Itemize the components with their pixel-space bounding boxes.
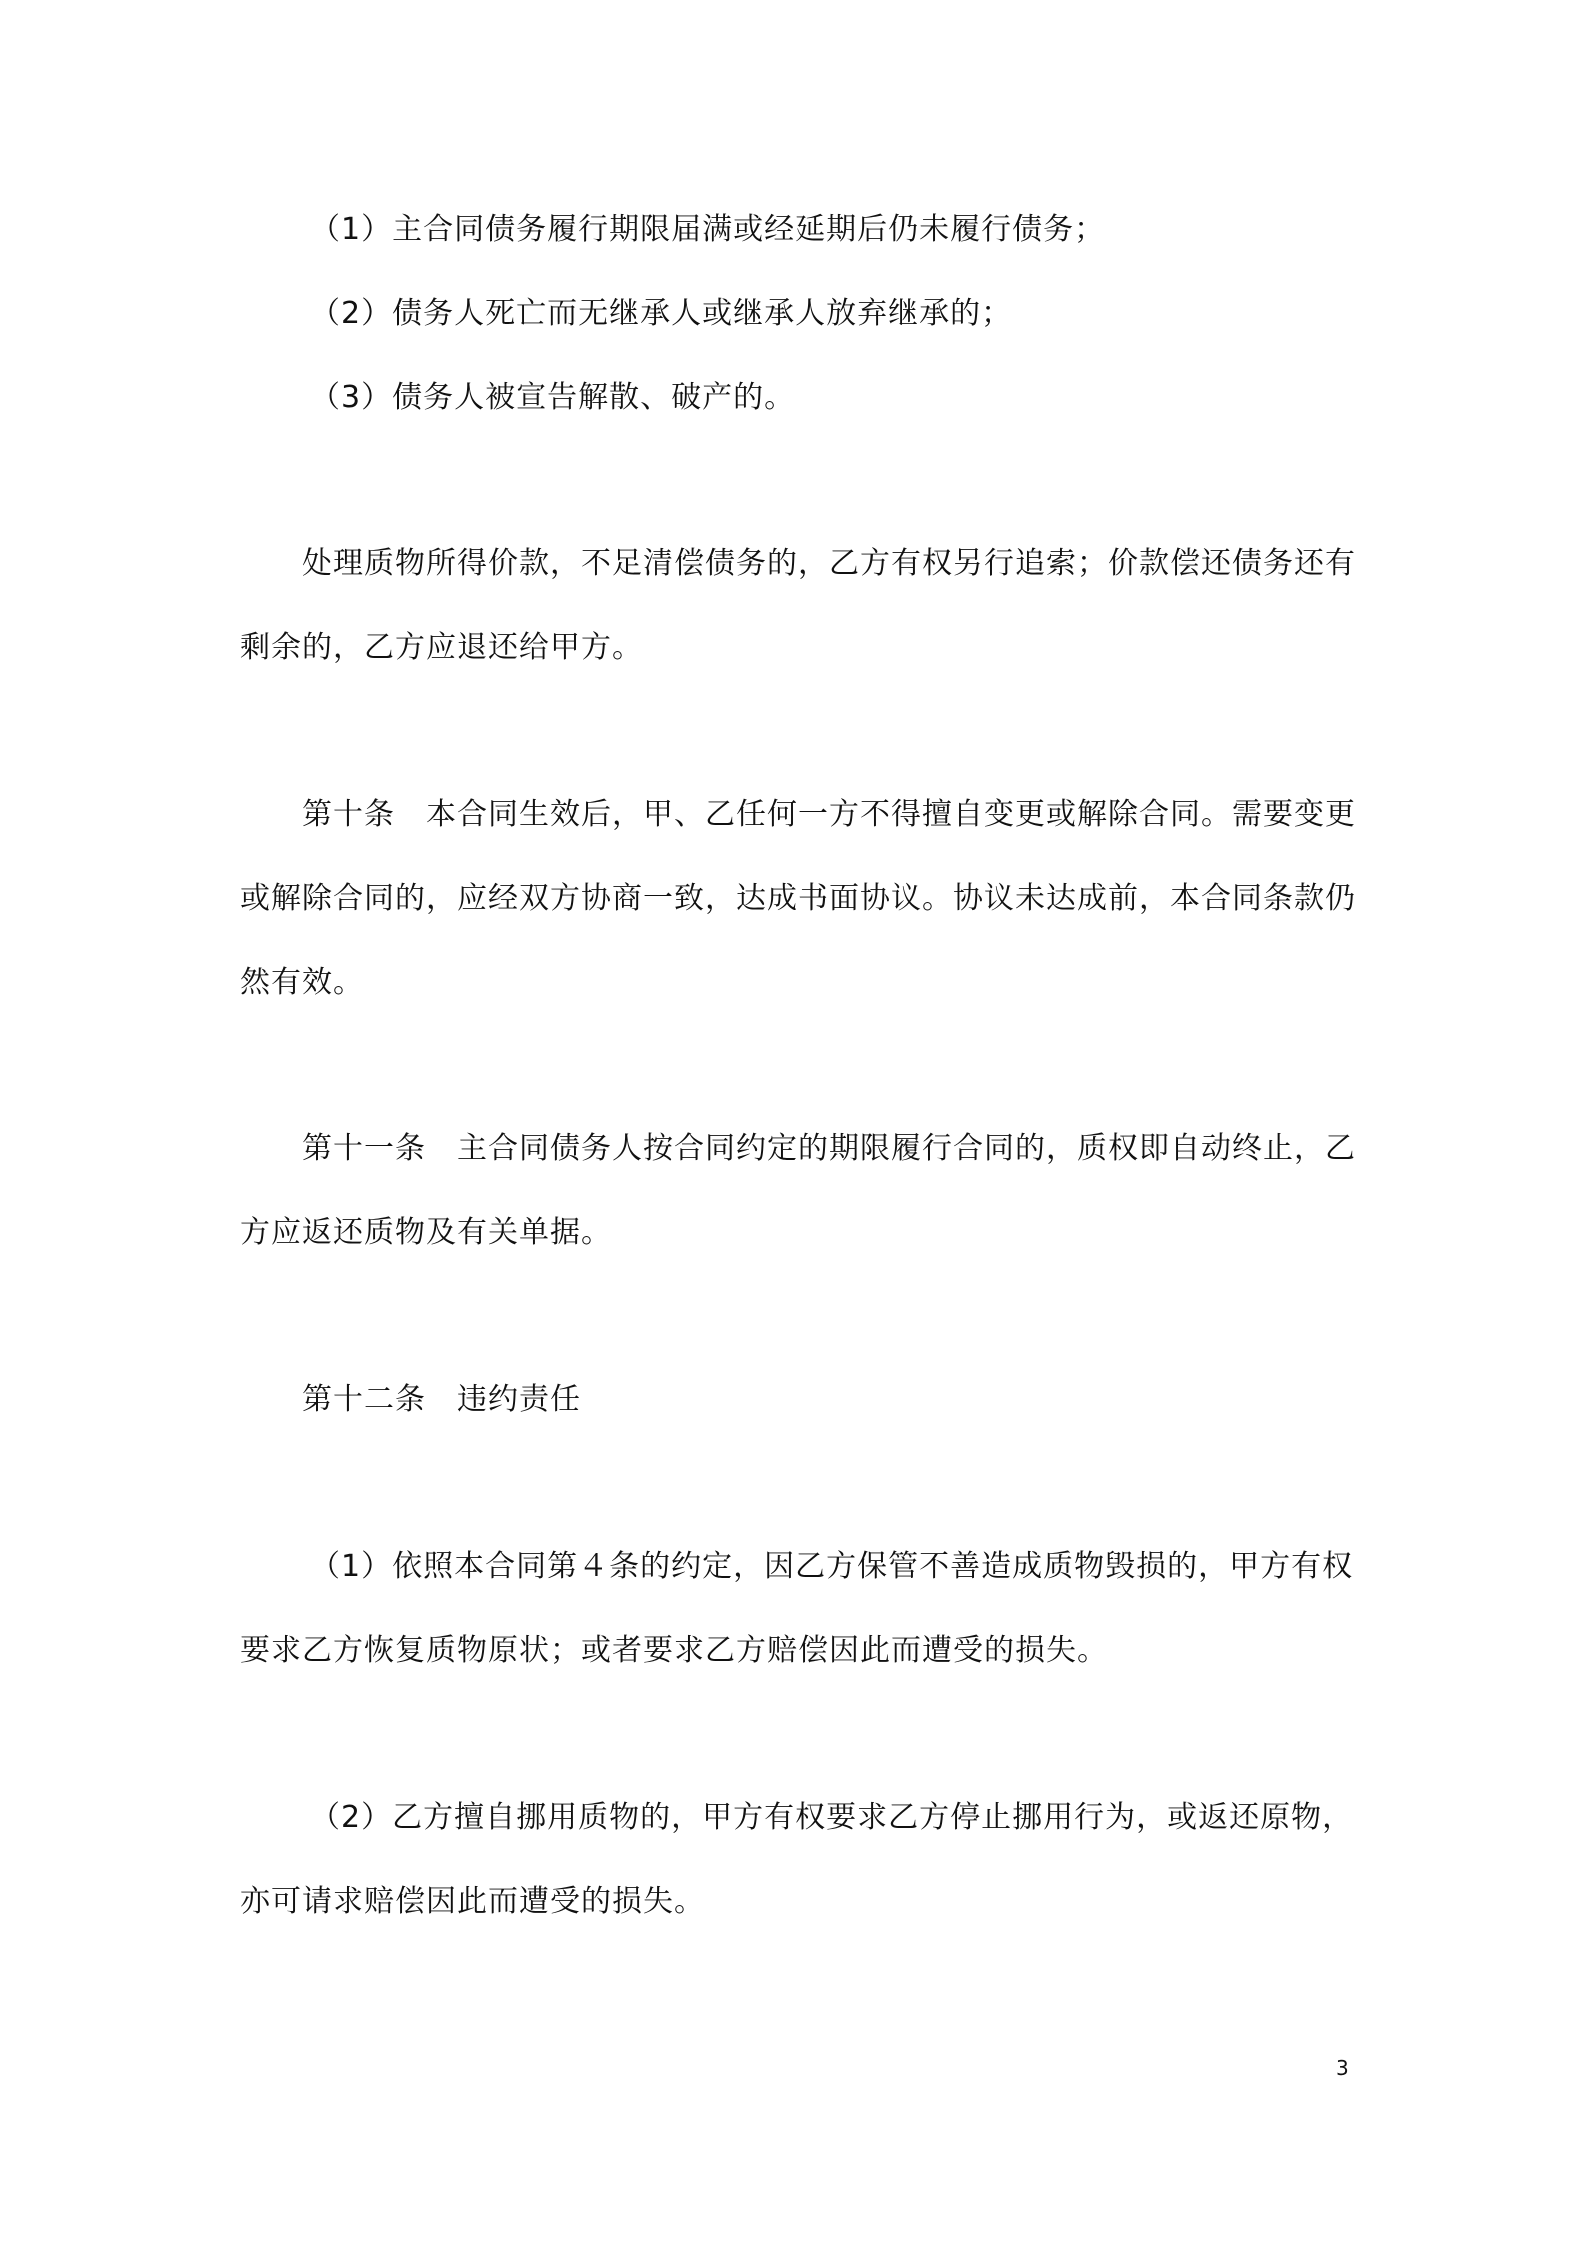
paragraph-proceeds: 处理质物所得价款，不足清偿债务的，乙方有权另行追索；价款偿还债务还有剩余的，乙方应退还给甲方。 [240, 546, 1356, 665]
article-12-item-2: （2）乙方擅自挪用质物的，甲方有权要求乙方停止挪用行为，或返还原物，亦可请求赔偿因此而遭受的损失。 [240, 1800, 1354, 1919]
condition-item-3: （3）债务人被宣告解散、破产的。 [310, 380, 796, 415]
article-12-item-1: （1）依照本合同第４条的约定，因乙方保管不善造成质物毁损的，甲方有权要求乙方恢复质物原状；或者要求乙方赔偿因此而遭受的损失。 [240, 1549, 1354, 1668]
condition-item-1: （1）主合同债务履行期限届满或经延期后仍未履行债务； [310, 212, 1106, 247]
article-11: 第十一条 主合同债务人按合同约定的期限履行合同的，质权即自动终止，乙方应返还质物及有关单据。 [240, 1131, 1356, 1250]
page-number: 3 [1336, 2056, 1349, 2080]
condition-item-2: （2）债务人死亡而无继承人或继承人放弃继承的； [310, 296, 1013, 331]
article-12-heading: 第十二条 违约责任 [302, 1382, 581, 1417]
article-10: 第十条 本合同生效后，甲、乙任何一方不得擅自变更或解除合同。需要变更或解除合同的，应经双方协商一致，达成书面协议。协议未达成前，本合同条款仍然有效。 [240, 797, 1356, 1000]
